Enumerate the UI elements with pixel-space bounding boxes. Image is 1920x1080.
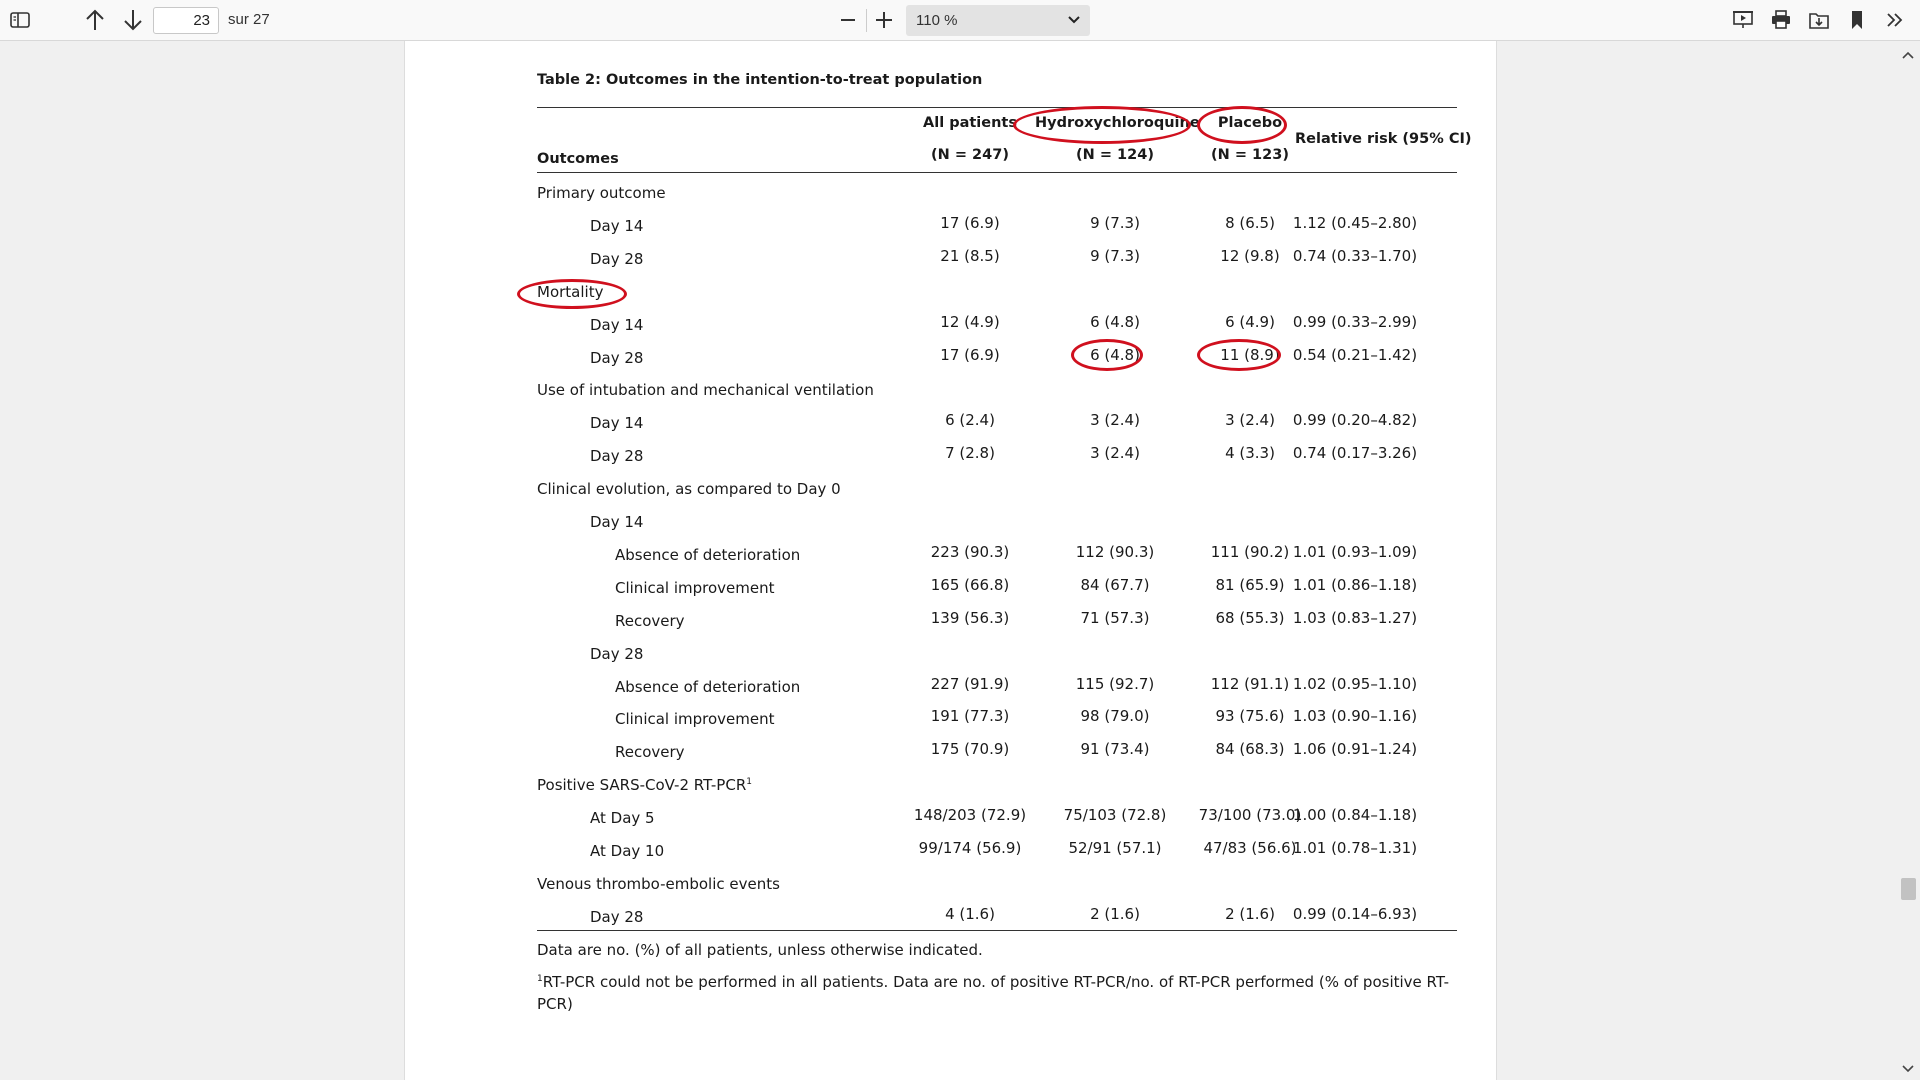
scroll-up-arrow-icon[interactable] bbox=[1902, 47, 1914, 65]
cell-all: 191 (77.3) bbox=[930, 707, 1010, 726]
row-label: Day 28 bbox=[590, 348, 644, 367]
table-caption: Table 2: Outcomes in the intention-to-treat population bbox=[537, 72, 983, 88]
row-label: At Day 5 bbox=[590, 809, 655, 828]
page-number-input[interactable]: 23 bbox=[153, 7, 219, 34]
footnote-rtpcr-line1: RT-PCR could not be performed in all patients. Data are no. of positive RT-PCR/no. of RT-PCR performed (% of positive RT- bbox=[542, 973, 1450, 991]
cell-hcq: 9 (7.3) bbox=[1090, 213, 1140, 232]
row-label: Recovery bbox=[615, 743, 685, 762]
save-button[interactable] bbox=[1804, 5, 1834, 35]
row-label: Day 28 bbox=[590, 249, 644, 268]
cell-hcq: 84 (67.7) bbox=[1080, 575, 1150, 594]
cell-all: 99/174 (56.9) bbox=[918, 839, 1022, 857]
pdf-toolbar bbox=[0, 0, 1920, 41]
previous-page-button[interactable] bbox=[80, 5, 110, 35]
cell-rr: 0.54 (0.21–1.42) bbox=[1292, 345, 1418, 364]
cell-all: 148/203 (72.9) bbox=[913, 806, 1027, 825]
document-viewer bbox=[0, 41, 1920, 1080]
row-label: Day 28 bbox=[590, 447, 644, 466]
row-label: Day 28 bbox=[590, 907, 644, 926]
minus-icon bbox=[839, 11, 857, 29]
cell-placebo: 8 (6.5) bbox=[1225, 213, 1275, 232]
cell-placebo: 81 (65.9) bbox=[1215, 575, 1285, 594]
cell-rr: 1.03 (0.83–1.27) bbox=[1292, 608, 1418, 627]
cell-hcq: 71 (57.3) bbox=[1080, 608, 1150, 627]
cell-placebo: 4 (3.3) bbox=[1225, 444, 1275, 463]
arrow-up-icon bbox=[85, 9, 105, 31]
header-hydroxychloroquine: Hydroxychloroquine bbox=[1035, 115, 1200, 131]
pdf-page bbox=[404, 41, 1497, 1080]
sidebar-toggle-button[interactable] bbox=[5, 5, 35, 35]
toolbar-divider bbox=[866, 9, 867, 32]
more-tools-button[interactable] bbox=[1880, 5, 1910, 35]
row-label: Absence of deterioration bbox=[615, 545, 801, 564]
row-label: Day 14 bbox=[590, 513, 644, 531]
row-label: Clinical evolution, as compared to Day 0 bbox=[537, 480, 841, 499]
row-label: Mortality bbox=[537, 282, 604, 301]
cell-all: 227 (91.9) bbox=[930, 674, 1010, 693]
row-label: At Day 10 bbox=[590, 842, 665, 860]
header-hcq-n: (N = 124) bbox=[1076, 147, 1154, 163]
cell-all: 165 (66.8) bbox=[930, 575, 1010, 594]
next-page-button[interactable] bbox=[118, 5, 148, 35]
cell-rr: 1.12 (0.45–2.80) bbox=[1292, 213, 1418, 232]
print-button[interactable] bbox=[1766, 5, 1796, 35]
zoom-select[interactable] bbox=[906, 5, 1090, 36]
bookmark-icon bbox=[1849, 10, 1865, 30]
cell-hcq: 52/91 (57.1) bbox=[1068, 839, 1162, 857]
cell-rr: 1.01 (0.86–1.18) bbox=[1292, 575, 1418, 594]
presentation-icon bbox=[1732, 10, 1754, 30]
printer-icon bbox=[1770, 10, 1792, 30]
header-all-patients: All patients bbox=[923, 115, 1017, 131]
cell-hcq: 6 (4.8) bbox=[1090, 312, 1140, 331]
double-chevron-right-icon bbox=[1885, 11, 1905, 29]
row-label: Absence of deterioration bbox=[615, 677, 801, 696]
cell-placebo: 73/100 (73.0) bbox=[1198, 806, 1302, 825]
cell-rr: 1.00 (0.84–1.18) bbox=[1292, 806, 1418, 825]
footnote-marker: 1 bbox=[537, 974, 543, 984]
scrollbar-thumb[interactable] bbox=[1901, 878, 1916, 900]
cell-rr: 1.01 (0.93–1.09) bbox=[1292, 542, 1418, 561]
cell-placebo: 68 (55.3) bbox=[1215, 608, 1285, 627]
vertical-scrollbar[interactable] bbox=[1896, 41, 1920, 1080]
cell-placebo: 3 (2.4) bbox=[1225, 411, 1275, 430]
presentation-button[interactable] bbox=[1728, 5, 1758, 35]
cell-hcq: 9 (7.3) bbox=[1090, 246, 1140, 265]
header-all-n: (N = 247) bbox=[931, 147, 1009, 163]
row-label: Positive SARS-CoV-2 RT-PCR$^1$ bbox=[537, 776, 752, 795]
row-label: Recovery bbox=[615, 611, 685, 630]
page-total-label: sur 27 bbox=[228, 11, 270, 28]
cell-rr: 1.06 (0.91–1.24) bbox=[1292, 740, 1418, 759]
cell-placebo: 84 (68.3) bbox=[1215, 740, 1285, 759]
cell-hcq: 6 (4.8) bbox=[1090, 345, 1140, 364]
header-bottom-rule bbox=[537, 172, 1457, 173]
cell-rr: 0.74 (0.17–3.26) bbox=[1292, 444, 1418, 463]
header-relative-risk: Relative risk (95% CI) bbox=[1295, 131, 1472, 147]
row-label: Day 14 bbox=[590, 414, 644, 433]
cell-placebo: 2 (1.6) bbox=[1225, 904, 1275, 923]
cell-all: 17 (6.9) bbox=[940, 345, 1000, 364]
cell-hcq: 112 (90.3) bbox=[1075, 542, 1155, 561]
row-footnote-marker: 1 bbox=[746, 777, 752, 788]
cell-rr: 0.99 (0.33–2.99) bbox=[1292, 312, 1418, 331]
cell-placebo: 47/83 (56.6) bbox=[1203, 839, 1297, 857]
row-label: Day 28 bbox=[590, 644, 644, 663]
cell-placebo: 112 (91.1) bbox=[1210, 674, 1290, 693]
row-label: Primary outcome bbox=[537, 184, 666, 202]
cell-all: 139 (56.3) bbox=[930, 608, 1010, 627]
cell-rr: 1.01 (0.78–1.31) bbox=[1292, 839, 1418, 857]
row-label: Clinical improvement bbox=[615, 710, 775, 729]
scroll-down-arrow-icon[interactable] bbox=[1902, 1061, 1914, 1079]
header-placebo-n: (N = 123) bbox=[1211, 147, 1289, 163]
row-label: Day 14 bbox=[590, 216, 644, 235]
cell-hcq: 75/103 (72.8) bbox=[1063, 806, 1167, 825]
cell-rr: 0.99 (0.20–4.82) bbox=[1292, 411, 1418, 430]
row-label: Clinical improvement bbox=[615, 578, 775, 597]
table-top-rule bbox=[537, 107, 1457, 108]
cell-all: 21 (8.5) bbox=[940, 246, 1000, 265]
cell-rr: 1.03 (0.90–1.16) bbox=[1292, 707, 1418, 726]
footnote-rtpcr-line2: PCR) bbox=[537, 995, 573, 1013]
cell-placebo: 111 (90.2) bbox=[1210, 542, 1290, 561]
cell-all: 175 (70.9) bbox=[930, 740, 1010, 759]
cell-rr: 0.99 (0.14–6.93) bbox=[1292, 904, 1418, 923]
cell-all: 6 (2.4) bbox=[945, 411, 995, 430]
cell-all: 223 (90.3) bbox=[930, 542, 1010, 561]
row-label: Day 14 bbox=[590, 315, 644, 334]
row-label: Use of intubation and mechanical ventilation bbox=[537, 381, 874, 400]
cell-all: 4 (1.6) bbox=[945, 904, 995, 923]
header-placebo: Placebo bbox=[1217, 115, 1283, 131]
cell-hcq: 98 (79.0) bbox=[1080, 707, 1150, 726]
cell-hcq: 3 (2.4) bbox=[1090, 411, 1140, 430]
sidebar-icon bbox=[10, 11, 30, 29]
cell-hcq: 3 (2.4) bbox=[1090, 444, 1140, 463]
cell-placebo: 93 (75.6) bbox=[1215, 707, 1285, 726]
row-label: Venous thrombo-embolic events bbox=[537, 874, 780, 893]
plus-icon bbox=[874, 10, 894, 30]
cell-rr: 0.74 (0.33–1.70) bbox=[1292, 246, 1418, 265]
zoom-value: 110 % bbox=[916, 12, 958, 29]
cell-all: 7 (2.8) bbox=[945, 444, 995, 463]
footnote-data-note: Data are no. (%) of all patients, unless otherwise indicated. bbox=[537, 941, 983, 959]
zoom-in-button[interactable] bbox=[869, 5, 899, 35]
cell-hcq: 2 (1.6) bbox=[1090, 904, 1140, 923]
cell-hcq: 91 (73.4) bbox=[1080, 740, 1150, 759]
cell-placebo: 11 (8.9) bbox=[1220, 345, 1280, 364]
cell-hcq: 115 (92.7) bbox=[1075, 674, 1155, 693]
zoom-out-button[interactable] bbox=[833, 5, 863, 35]
save-icon bbox=[1808, 10, 1830, 30]
cell-all: 12 (4.9) bbox=[940, 312, 1000, 331]
bookmark-button[interactable] bbox=[1842, 5, 1872, 35]
cell-placebo: 6 (4.9) bbox=[1225, 312, 1275, 331]
cell-rr: 1.02 (0.95–1.10) bbox=[1292, 674, 1418, 693]
cell-placebo: 12 (9.8) bbox=[1220, 246, 1280, 265]
arrow-down-icon bbox=[123, 9, 143, 31]
footnote-rtpcr bbox=[537, 973, 1449, 991]
table-bottom-rule bbox=[537, 930, 1457, 931]
cell-all: 17 (6.9) bbox=[940, 213, 1000, 232]
header-outcomes: Outcomes bbox=[537, 151, 619, 167]
